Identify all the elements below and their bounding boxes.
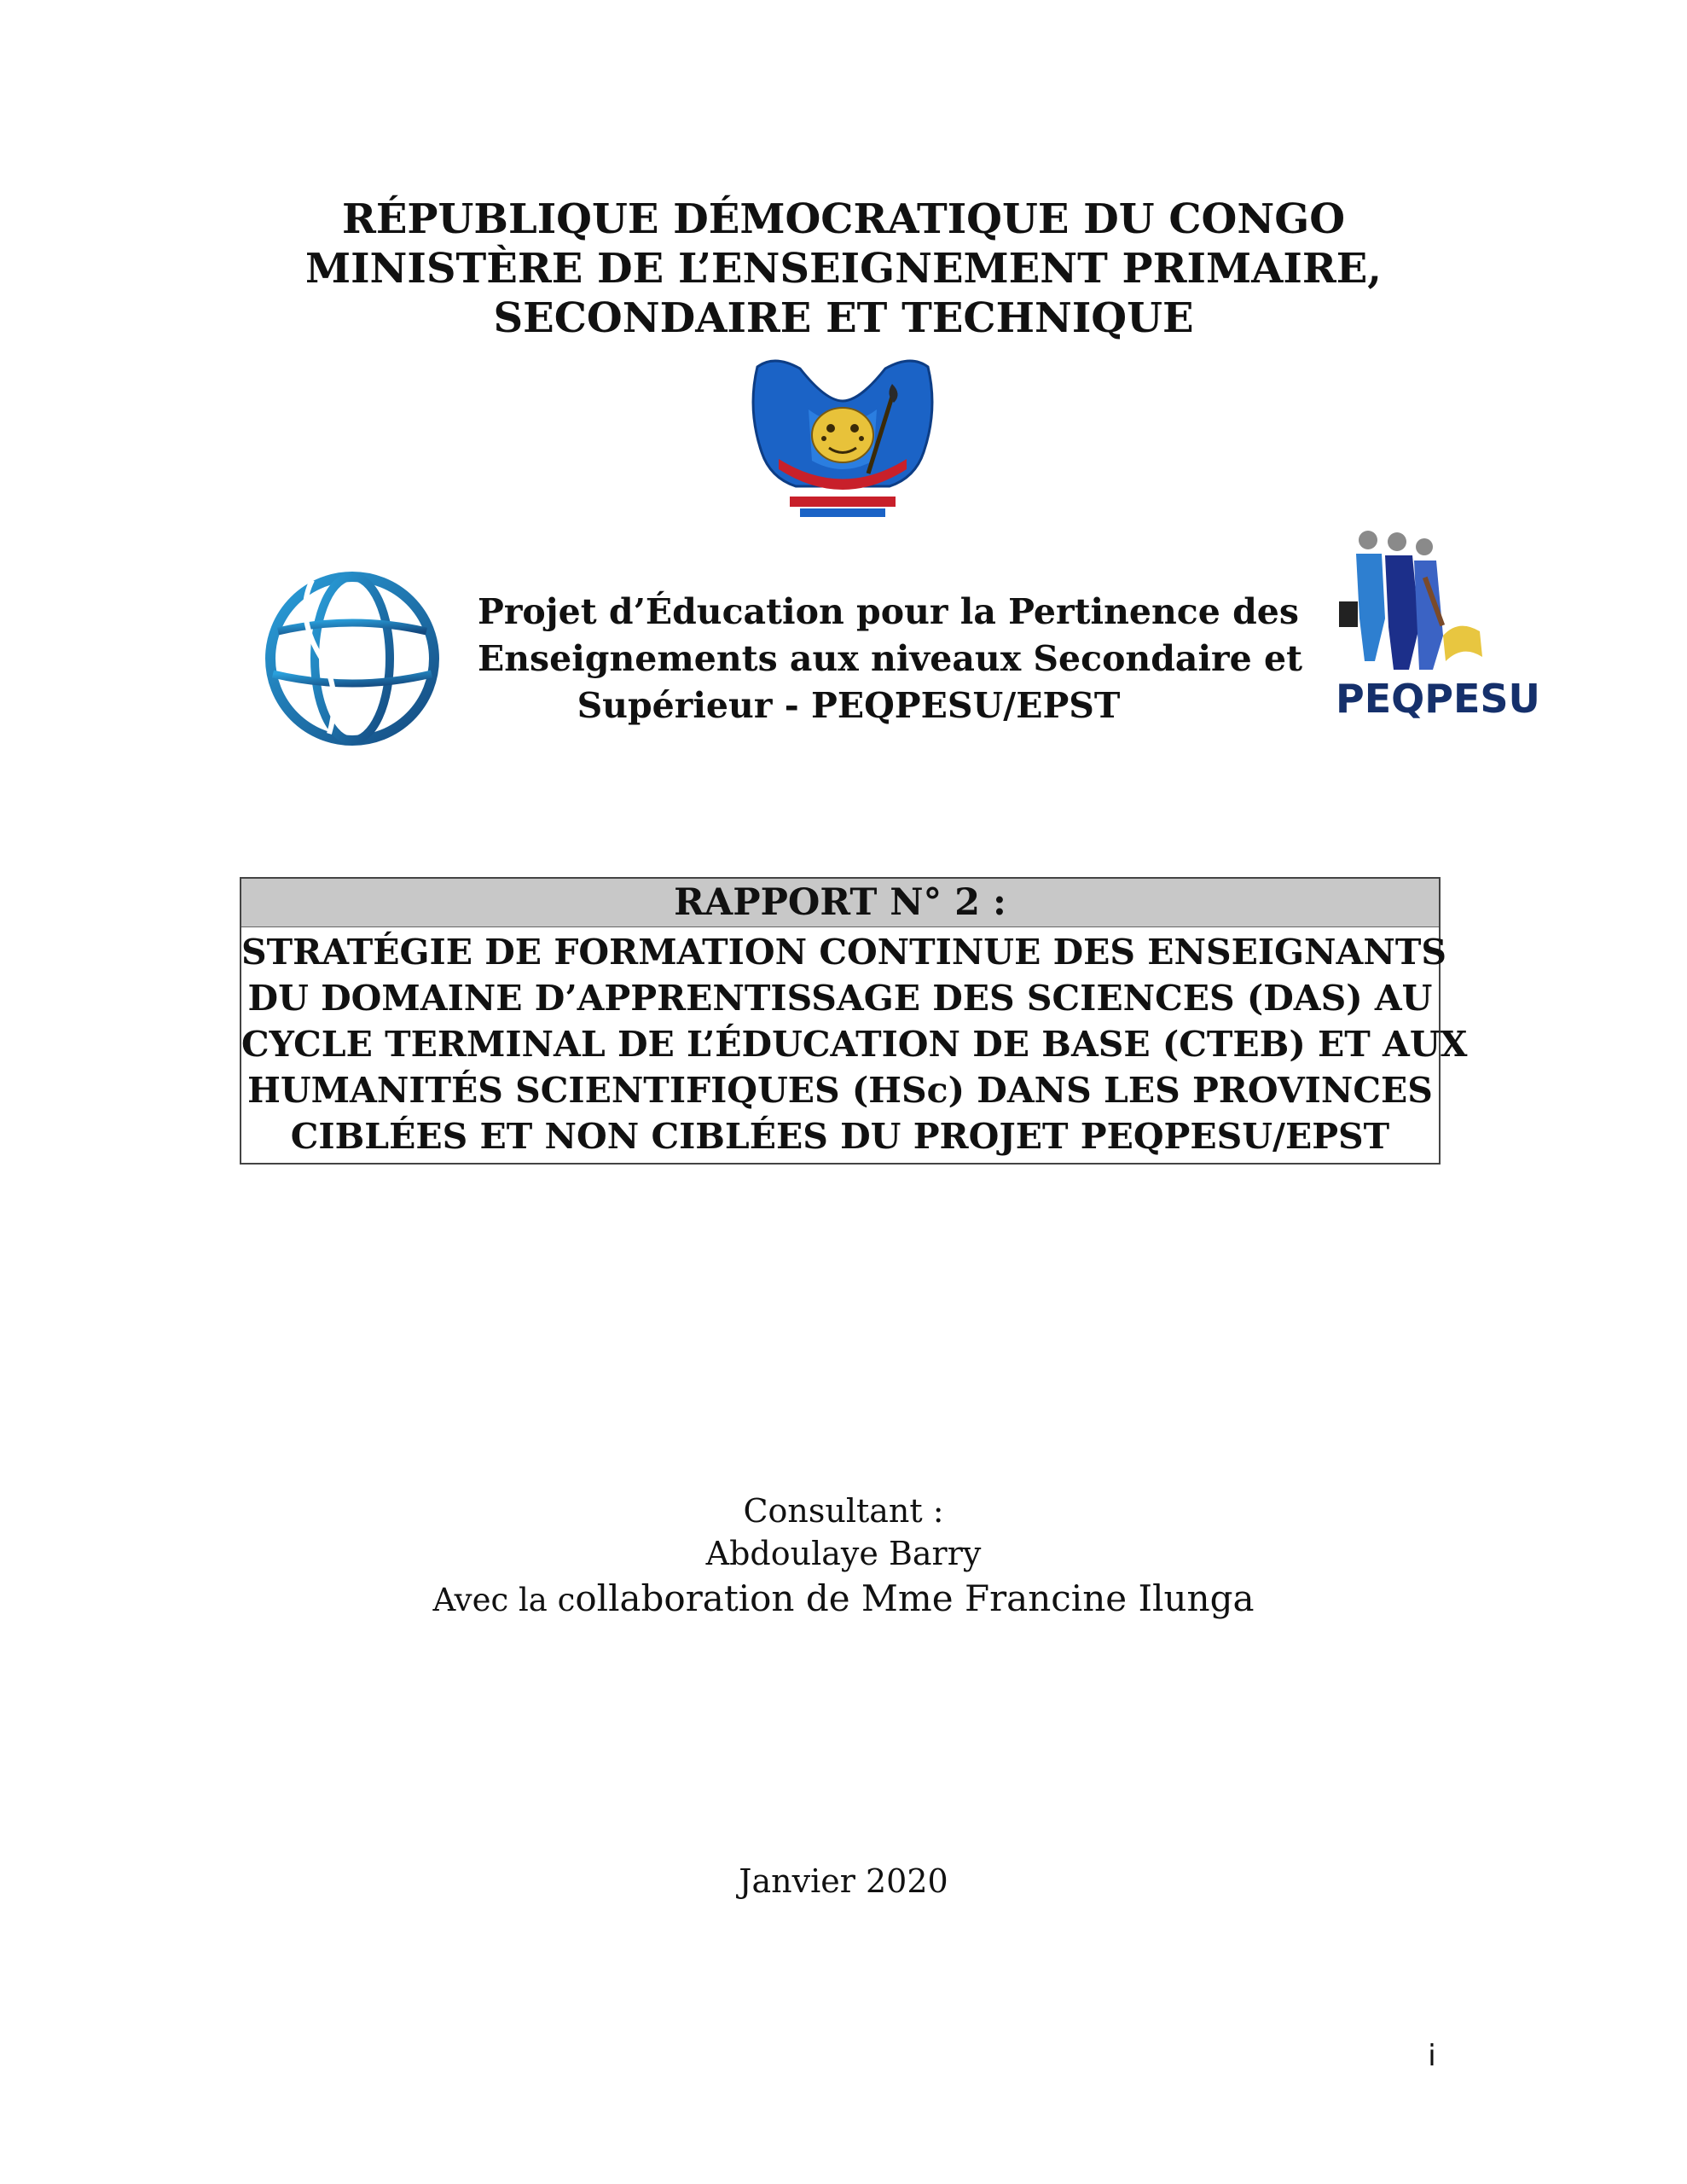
ministry-name-line1: MINISTÈRE DE L’ENSEIGNEMENT PRIMAIRE, — [304, 245, 1383, 293]
consultant-name: Abdoulaye Barry — [705, 1535, 982, 1572]
project-title-line3: Supérieur - PEQPESU/EPST — [577, 685, 1121, 726]
credits-block — [0, 1490, 1687, 1624]
peqpesu-logo-icon — [1330, 516, 1540, 729]
project-title-line2: Enseignements aux niveaux Secondaire et — [478, 638, 1303, 679]
report-date: Janvier 2020 — [739, 1862, 948, 1900]
report-title — [241, 927, 1468, 1163]
collaboration-prefix: Avec la c — [432, 1582, 576, 1618]
report-title-line: STRATÉGIE DE FORMATION CONTINUE DES ENSEIGNANTS — [241, 932, 1446, 973]
peqpesu-logo-text: PEQPESU — [1336, 676, 1540, 722]
report-title-line: CIBLÉES ET NON CIBLÉES DU PROJET PEQPESU/EPST — [290, 1116, 1390, 1157]
report-title-line: DU DOMAINE D’APPRENTISSAGE DES SCIENCES (DAS) AU — [247, 978, 1433, 1019]
project-title-block — [478, 589, 1303, 729]
consultant-label: Consultant : — [743, 1492, 944, 1530]
drc-coat-of-arms-icon — [740, 350, 945, 529]
collaboration-text: ollaboration de Mme Francine Ilunga — [575, 1577, 1255, 1619]
page-number: i — [1428, 2039, 1436, 2073]
report-title-line: CYCLE TERMINAL DE L’ÉDUCATION DE BASE (CTEB) ET AUX — [241, 1024, 1468, 1065]
country-name: RÉPUBLIQUE DÉMOCRATIQUE DU CONGO — [341, 195, 1346, 243]
report-number: RAPPORT N° 2 : — [241, 879, 1439, 927]
project-title-line1: Projet d’Éducation pour la Pertinence des — [478, 591, 1299, 632]
report-title-box — [240, 877, 1468, 1165]
header-title-block — [0, 195, 1687, 343]
collaboration-line — [0, 1575, 1687, 1624]
world-bank-globe-icon — [261, 563, 443, 751]
ministry-name-line2: SECONDAIRE ET TECHNIQUE — [493, 294, 1194, 342]
report-title-line: HUMANITÉS SCIENTIFIQUES (HSc) DANS LES PROVINCES — [247, 1070, 1433, 1111]
